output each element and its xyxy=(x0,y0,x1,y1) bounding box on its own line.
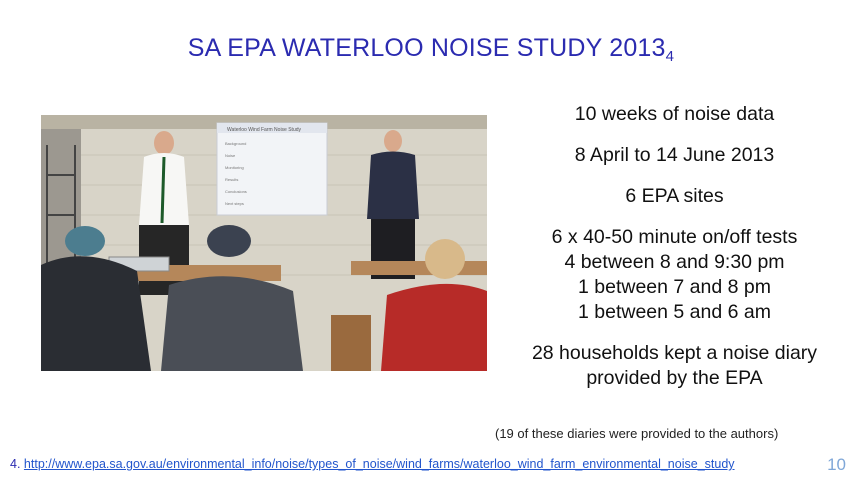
screen-line: Noise xyxy=(225,153,236,158)
screen-title: Waterloo Wind Farm Noise Study xyxy=(227,127,302,133)
fact-line: 6 EPA sites xyxy=(625,185,724,207)
facts-list xyxy=(487,102,862,407)
screen-line: Monitoring xyxy=(225,165,244,170)
footnote-link[interactable]: http://www.epa.sa.gov.au/environmental_info/noise/types_of_noise/wind_farms/waterloo_wind_farm_environmental_noise_study xyxy=(23,457,735,471)
title-footnote-ref: 4 xyxy=(665,48,675,65)
photo-illustration xyxy=(41,115,487,371)
fact-item xyxy=(487,102,862,127)
fact-item xyxy=(487,341,862,391)
fact-line: 8 April to 14 June 2013 xyxy=(574,144,775,166)
fact-line: 6 x 40-50 minute on/off tests xyxy=(551,226,798,248)
slide-title xyxy=(0,34,862,63)
fact-line: 1 between 5 and 6 am xyxy=(578,301,771,323)
page-number: 10 xyxy=(827,455,846,474)
screen-line: Background xyxy=(225,141,247,146)
presentation-photo xyxy=(41,115,487,371)
screen-line: Conclusions xyxy=(225,189,247,194)
fact-line: 10 weeks of noise data xyxy=(574,103,775,125)
fact-line: provided by the EPA xyxy=(586,367,763,389)
fact-item xyxy=(487,143,862,168)
fact-item xyxy=(487,225,862,325)
fact-item xyxy=(487,184,862,209)
diary-note-text: (19 of these diaries were provided to the authors) xyxy=(495,426,779,441)
screen-line: Results xyxy=(225,177,239,182)
fact-line: 1 between 7 and 8 pm xyxy=(578,276,771,298)
footnote-number: 4. xyxy=(10,457,21,471)
slide-title-text: SA EPA WATERLOO NOISE STUDY 2013 xyxy=(187,34,666,62)
footnote xyxy=(10,457,735,471)
fact-line: 28 households kept a noise diary xyxy=(531,342,818,364)
screen-line: Next steps xyxy=(225,201,244,206)
fact-line: 4 between 8 and 9:30 pm xyxy=(564,251,785,273)
